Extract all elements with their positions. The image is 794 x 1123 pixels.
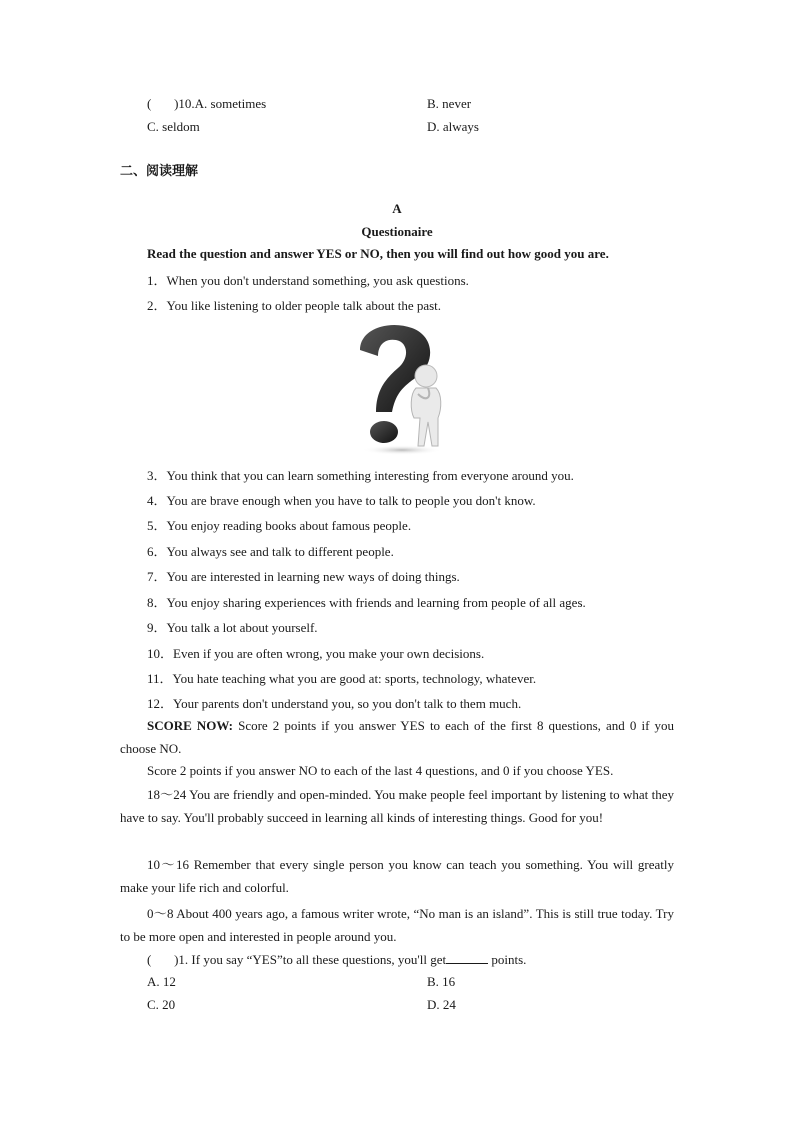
q1-stem-before: ( )1. If you say “YES”to all these questions, you'll get xyxy=(147,952,447,967)
score-paragraph xyxy=(120,714,674,760)
questionnaire-item: 4．You are brave enough when you have to talk to people you don't know. xyxy=(147,493,536,508)
questionnaire-item: 9．You talk a lot about yourself. xyxy=(147,620,318,635)
section-title: 二、阅读理解 xyxy=(120,164,199,179)
questionnaire-item: 2．You like listening to older people talk about the past. xyxy=(147,298,442,313)
questionnaire-item: 7．You are interested in learning new ways of doing things. xyxy=(147,569,460,584)
q1-stem-after: points. xyxy=(488,952,527,967)
questionnaire-item: 12．Your parents don't understand you, so you don't talk to them much. xyxy=(147,696,522,711)
range-paragraph xyxy=(120,783,674,829)
q1-option-d: D. 24 xyxy=(427,997,456,1012)
q1-stem xyxy=(147,952,526,968)
questionnaire-item: 11．You hate teaching what you are good at: sports, technology, whatever. xyxy=(147,671,537,686)
range-text: 10～16 Remember that every single person you know can teach you something. You will greatly make your life rich and colorful. xyxy=(120,857,674,895)
questionnaire-item: 8．You enjoy sharing experiences with friends and learning from people of all ages. xyxy=(147,595,586,610)
questionnaire-item: 10．Even if you are often wrong, you make your own decisions. xyxy=(147,646,485,661)
questionnaire-item: 3．You think that you can learn something interesting from everyone around you. xyxy=(147,468,574,483)
questionnaire-item: 5．You enjoy reading books about famous people. xyxy=(147,518,412,533)
range-text: 0～8 About 400 years ago, a famous writer wrote, “No man is an island”. This is still true today. Try to be more open and interested in people around you. xyxy=(120,906,674,944)
passage-letter: A xyxy=(392,201,402,216)
range-paragraph xyxy=(120,902,674,948)
q1-option-c: C. 20 xyxy=(147,997,176,1012)
range-paragraph xyxy=(120,853,674,899)
q1-option-a: A. 12 xyxy=(147,974,176,989)
answer-blank xyxy=(446,953,488,964)
q10-option-b: B. never xyxy=(427,96,472,111)
q10-stem: ( )10.A. sometimes xyxy=(147,96,267,111)
questionnaire-item: 6．You always see and talk to different people. xyxy=(147,544,394,559)
q1-option-b: B. 16 xyxy=(427,974,456,989)
range-text: 18～24 You are friendly and open-minded. You make people feel important by listening to what they have to say. You'll probably succeed in learning all kinds of interesting things. Good for you! xyxy=(120,787,674,825)
q10-option-c: C. seldom xyxy=(147,119,200,134)
question-mark-person-icon xyxy=(352,322,442,456)
score-text: Score 2 points if you answer YES to each of the first 8 questions, and 0 if you choose NO. xyxy=(120,718,674,756)
score-paragraph-2: Score 2 points if you answer NO to each of the last 4 questions, and 0 if you choose YES. xyxy=(147,763,614,778)
score-label: SCORE NOW: xyxy=(147,718,233,733)
questionnaire-item: 1．When you don't understand something, you ask questions. xyxy=(147,273,469,288)
passage-instruction: Read the question and answer YES or NO, then you will find out how good you are. xyxy=(147,246,609,261)
q10-option-d: D. always xyxy=(427,119,479,134)
passage-title: Questionaire xyxy=(361,224,433,239)
